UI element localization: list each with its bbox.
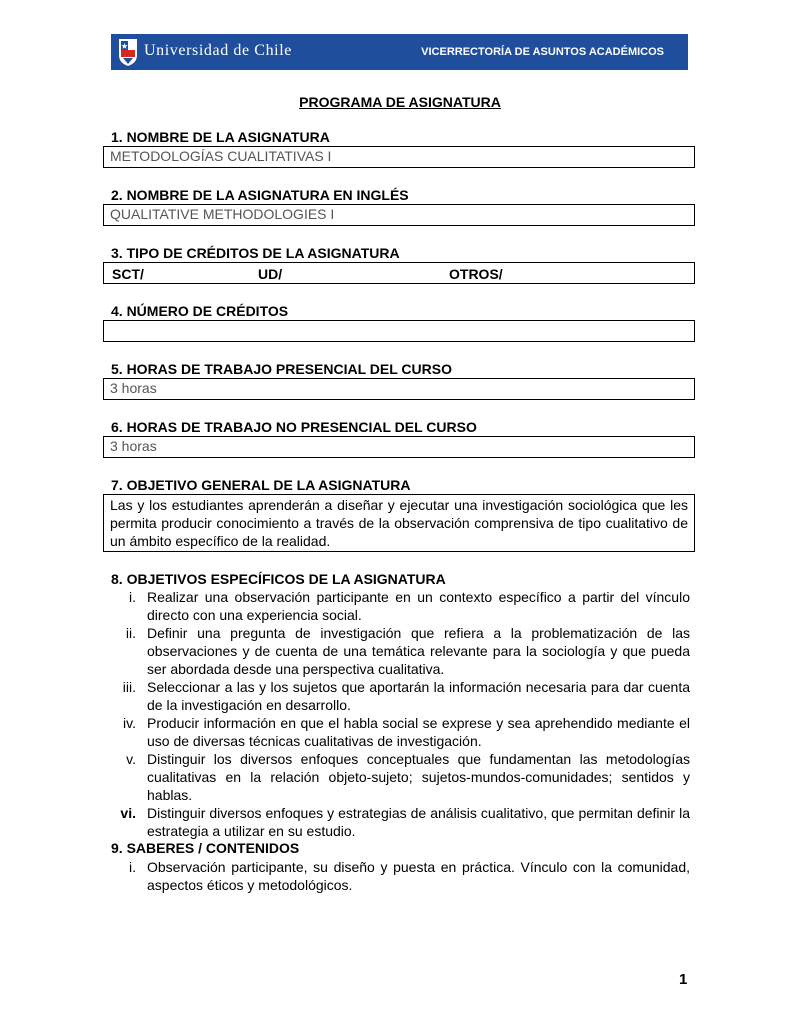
list-item [108, 804, 690, 840]
item-text: Observación participante, su diseño y puesta en práctica. Vínculo con la comunidad, aspectos éticos y metodológicos. [147, 859, 690, 893]
course-name-english-field: QUALITATIVE METHODOLOGIES I [103, 204, 695, 226]
list-item [108, 678, 690, 714]
list-item [108, 750, 690, 804]
section-6-heading: 6. HORAS DE TRABAJO NO PRESENCIAL DEL CURSO [111, 419, 477, 435]
credit-type-otros: OTROS/ [449, 266, 503, 282]
list-item [108, 714, 690, 750]
contents-list [108, 858, 690, 894]
item-number: iv. [123, 715, 136, 731]
list-item [108, 624, 690, 678]
non-presential-hours-field: 3 horas [103, 436, 695, 458]
section-3-heading: 3. TIPO DE CRÉDITOS DE LA ASIGNATURA [111, 245, 400, 261]
item-number: ii. [125, 625, 136, 641]
credit-type-field [103, 262, 695, 284]
section-9-heading: 9. SABERES / CONTENIDOS [111, 840, 300, 856]
section-4-heading: 4. NÚMERO DE CRÉDITOS [111, 303, 289, 319]
credit-type-ud: UD/ [258, 266, 283, 282]
specific-objectives-list [108, 588, 690, 840]
item-text: Distinguir los diversos enfoques conceptuales que fundamentan las metodologías cualitativas en la relación objeto-sujeto; sujetos-mundos-comunidades; sentidos y hablas. [147, 751, 690, 803]
university-name: Universidad de Chile [144, 42, 292, 59]
page-number: 1 [679, 971, 688, 988]
section-5-heading: 5. HORAS DE TRABAJO PRESENCIAL DEL CURSO [111, 361, 452, 377]
general-objective-text: Las y los estudiantes aprenderán a diseñar y ejecutar una investigación sociológica que les permita producir conocimiento a través de la observación comprensiva de tipo cualitativo de un ámbito específico de la realidad. [103, 494, 695, 552]
item-text: Producir información en que el habla social se exprese y sea aprehendido mediante el uso de diversas técnicas cualitativas de investigación. [147, 715, 690, 749]
course-name-field: METODOLOGÍAS CUALITATIVAS I [103, 146, 695, 168]
item-number: v. [126, 751, 136, 767]
item-number: i. [129, 589, 136, 605]
item-text: Seleccionar a las y los sujetos que aportarán la información necesaria para dar cuenta de la investigación en desarrollo. [147, 679, 690, 713]
section-8-heading: 8. OBJETIVOS ESPECÍFICOS DE LA ASIGNATURA [111, 571, 446, 587]
university-crest-icon [118, 37, 138, 67]
credit-number-field [103, 320, 695, 342]
document-title: PROGRAMA DE ASIGNATURA [299, 94, 501, 110]
list-item [108, 858, 690, 894]
section-2-heading: 2. NOMBRE DE LA ASIGNATURA EN INGLÉS [111, 187, 409, 203]
item-number: i. [129, 859, 136, 875]
item-text: Definir una pregunta de investigación que refiera a la problematización de las observaciones y de cuenta de una temática relevante para la sociología y que pueda ser abordada desde una perspectiva cualitativa. [147, 625, 690, 677]
item-number: iii. [122, 679, 136, 695]
item-text: Realizar una observación participante en un contexto específico a partir del vínculo directo con una experiencia social. [147, 589, 690, 623]
credit-type-sct: SCT/ [112, 266, 144, 282]
presential-hours-field: 3 horas [103, 378, 695, 400]
office-name: VICERRECTORÍA DE ASUNTOS ACADÉMICOS [421, 46, 664, 58]
list-item [108, 588, 690, 624]
item-text: Distinguir diversos enfoques y estrategias de análisis cualitativo, que permitan definir la estrategia a utilizar en su estudio. [147, 805, 690, 839]
item-number: vi. [120, 805, 136, 821]
section-1-heading: 1. NOMBRE DE LA ASIGNATURA [111, 129, 330, 145]
header-banner [111, 34, 688, 70]
section-7-heading: 7. OBJETIVO GENERAL DE LA ASIGNATURA [111, 477, 411, 493]
